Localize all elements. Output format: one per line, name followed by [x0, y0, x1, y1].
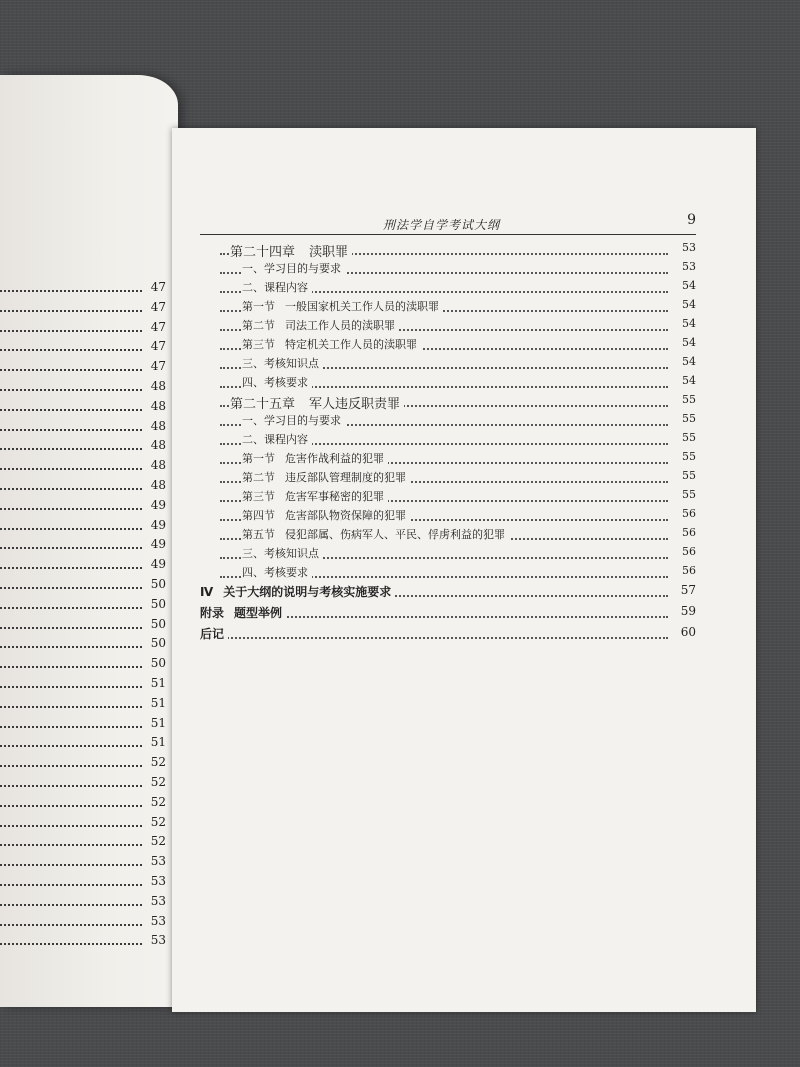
left-toc-page: 53: [150, 913, 166, 928]
left-toc-row: [0, 557, 170, 575]
toc-entry-number: 二、课程内容: [242, 281, 308, 294]
left-toc-row: [0, 874, 170, 892]
left-toc-page: 48: [150, 478, 166, 492]
left-toc-page: 50: [150, 616, 166, 631]
toc-row-section: [200, 487, 696, 506]
left-toc-row: [0, 716, 170, 734]
left-toc-page: 49: [150, 517, 166, 532]
leader-dots: [220, 616, 668, 618]
toc-row-section: [200, 335, 696, 354]
toc-entry-number: 一、学习目的与要求: [242, 262, 341, 275]
toc-row-item: [200, 259, 696, 278]
left-toc-page: 48: [150, 398, 166, 413]
toc-page-number: 57: [677, 583, 696, 597]
toc-entry-number: 四、考核要求: [242, 376, 308, 389]
left-toc-page: 48: [150, 379, 166, 393]
running-header: [200, 214, 696, 235]
toc-entry-title: [242, 279, 312, 295]
leader-dots: [0, 567, 142, 569]
leader-dots: [0, 884, 142, 886]
left-toc-page: 52: [150, 775, 166, 789]
left-toc-page: 52: [150, 834, 166, 849]
toc-entry-number: 一、学习目的与要求: [242, 414, 341, 427]
toc-page-number: 55: [678, 469, 696, 482]
toc-row-section: [200, 506, 696, 525]
toc-entry-title: [242, 412, 345, 428]
left-toc-page: 51: [150, 735, 166, 750]
toc-entry-title: [242, 317, 399, 333]
left-toc-row: [0, 656, 170, 674]
left-toc-page: 53: [150, 874, 166, 888]
left-toc-row: [0, 834, 170, 852]
left-toc-row: [0, 914, 170, 932]
leader-dots: [0, 726, 142, 728]
toc-row-part: [200, 603, 696, 624]
toc-page-number: 55: [678, 431, 696, 444]
left-toc-row: [0, 894, 170, 912]
toc-page-number: 55: [678, 412, 696, 425]
leader-dots: [0, 805, 142, 807]
leader-dots: [0, 448, 142, 450]
leader-dots: [0, 528, 142, 530]
toc-entry-number: 第二十五章: [230, 397, 296, 412]
toc-entry-title: [242, 507, 410, 523]
left-toc-row: [0, 438, 170, 456]
leader-dots: [0, 389, 142, 391]
leader-dots: [0, 290, 142, 292]
header-title: 刑法学自学考试大纲: [383, 218, 501, 232]
toc-entry-subtitle: 特定机关工作人员的渎职罪: [285, 338, 417, 351]
leader-dots: [0, 924, 142, 926]
left-toc-row: [0, 854, 170, 872]
toc-row-section: [200, 468, 696, 487]
left-toc-page: 50: [150, 596, 166, 611]
leader-dots: [0, 349, 142, 351]
left-toc-row: [0, 636, 170, 654]
left-toc-row: [0, 359, 170, 377]
left-toc-page: 49: [150, 537, 166, 552]
left-toc-page: 52: [150, 814, 166, 829]
left-toc-page: 50: [150, 656, 166, 671]
left-toc-page: 47: [150, 339, 166, 354]
left-toc-page: 48: [150, 458, 166, 473]
left-toc-row: [0, 320, 170, 338]
left-toc-row: [0, 795, 170, 813]
toc-entry-subtitle: 一般国家机关工作人员的渎职罪: [285, 300, 439, 313]
toc-entry-title: [200, 583, 395, 600]
toc-row-item: [200, 354, 696, 373]
left-toc-page: 53: [150, 893, 166, 908]
toc-row-item: [200, 373, 696, 392]
left-toc-page: 48: [150, 418, 166, 433]
toc-page-number: 56: [678, 545, 696, 558]
leader-dots: [0, 825, 142, 827]
left-toc-row: [0, 617, 170, 635]
toc-entry-title: [242, 298, 443, 314]
left-toc-row: [0, 577, 170, 595]
leader-dots: [0, 844, 142, 846]
left-toc-page: 53: [150, 933, 166, 948]
toc-row-section: [200, 297, 696, 316]
toc-page-number: 54: [678, 317, 696, 330]
toc-entry-subtitle: 危害部队物资保障的犯罪: [285, 509, 406, 522]
toc-entry-title: [242, 431, 312, 447]
left-toc-row: [0, 498, 170, 516]
left-toc-page: 53: [150, 854, 166, 869]
toc-entry-title: [242, 450, 388, 466]
leader-dots: [0, 409, 142, 411]
left-toc-page: 47: [150, 359, 166, 374]
toc-row-item: [200, 411, 696, 430]
leader-dots: [0, 468, 142, 470]
toc-entry-number: 三、考核知识点: [242, 547, 319, 560]
left-toc-row: [0, 478, 170, 496]
left-toc-page: 47: [150, 299, 166, 314]
left-toc-row: [0, 458, 170, 476]
left-toc-page: 50: [150, 636, 166, 651]
leader-dots: [0, 587, 142, 589]
toc-row-section: [200, 449, 696, 468]
table-of-contents: [200, 240, 696, 645]
toc-entry-number: 第二节: [242, 471, 275, 484]
leader-dots: [0, 706, 142, 708]
toc-entry-title: [242, 488, 388, 504]
left-toc-row: [0, 815, 170, 833]
toc-page-number: 56: [678, 507, 696, 520]
toc-row-chapter: [200, 392, 696, 411]
leader-dots: [0, 666, 142, 668]
left-toc-page: 47: [150, 280, 166, 294]
toc-page-number: 59: [677, 604, 696, 618]
toc-page-number: 60: [677, 625, 696, 639]
left-toc-page: 51: [150, 715, 166, 730]
toc-page-number: 56: [678, 526, 696, 539]
leader-dots: [0, 943, 142, 945]
toc-entry-title: [230, 241, 352, 260]
toc-entry-number: 二、课程内容: [242, 433, 308, 446]
toc-entry-title: [242, 355, 323, 371]
toc-page-number: 54: [678, 279, 696, 292]
left-toc-row: [0, 339, 170, 357]
leader-dots: [0, 330, 142, 332]
toc-entry-subtitle: 题型举例: [234, 606, 283, 620]
left-page: [0, 75, 178, 1007]
toc-entry-title: [242, 336, 421, 352]
toc-row-item: [200, 430, 696, 449]
toc-row-section: [200, 525, 696, 544]
leader-dots: [0, 508, 142, 510]
left-toc-row: [0, 696, 170, 714]
toc-entry-number: 第二十四章: [230, 245, 296, 260]
leader-dots: [0, 607, 142, 609]
toc-entry-number: Ⅳ: [200, 585, 214, 599]
toc-entry-number: 第一节: [242, 300, 275, 313]
leader-dots: [220, 637, 668, 639]
leader-dots: [0, 646, 142, 648]
leader-dots: [0, 785, 142, 787]
toc-entry-subtitle: 军人违反职责罪: [309, 397, 401, 412]
left-toc-page: 51: [150, 676, 166, 690]
toc-entry-title: [242, 469, 410, 485]
left-toc-row: [0, 735, 170, 753]
toc-entry-title: [230, 393, 404, 412]
leader-dots: [0, 369, 142, 371]
toc-entry-title: [242, 545, 323, 561]
toc-entry-number: 第四节: [242, 509, 275, 522]
header-page-number: 9: [687, 212, 696, 228]
toc-entry-subtitle: 司法工作人员的渎职罪: [285, 319, 395, 332]
toc-entry-subtitle: 渎职罪: [309, 245, 349, 260]
toc-page-number: 56: [678, 564, 696, 577]
left-toc-row: [0, 300, 170, 318]
toc-entry-title: [200, 625, 228, 642]
leader-dots: [0, 627, 142, 629]
left-toc-row: [0, 933, 170, 951]
left-toc-row: [0, 597, 170, 615]
leader-dots: [0, 547, 142, 549]
toc-entry-subtitle: 侵犯部属、伤病军人、平民、俘虏利益的犯罪: [285, 528, 505, 541]
leader-dots: [0, 429, 142, 431]
toc-entry-number: 第一节: [242, 452, 275, 465]
toc-page-number: 53: [678, 260, 696, 273]
toc-row-part: [200, 582, 696, 603]
left-toc-row: [0, 518, 170, 536]
left-toc-page: 49: [150, 557, 166, 572]
toc-entry-number: 第二节: [242, 319, 275, 332]
toc-entry-title: [242, 564, 312, 580]
left-toc-page: 50: [150, 577, 166, 591]
toc-page-number: 55: [678, 450, 696, 463]
leader-dots: [0, 864, 142, 866]
toc-entry-title: [242, 374, 312, 390]
toc-entry-number: 附录: [200, 606, 225, 620]
toc-row-section: [200, 316, 696, 335]
toc-row-chapter: [200, 240, 696, 259]
toc-entry-title: [242, 526, 509, 542]
leader-dots: [0, 488, 142, 490]
toc-row-part: [200, 624, 696, 645]
toc-page-number: 55: [678, 488, 696, 501]
toc-entry-number: 第五节: [242, 528, 275, 541]
toc-entry-number: 第三节: [242, 338, 275, 351]
left-toc-row: [0, 399, 170, 417]
toc-entry-subtitle: 危害作战利益的犯罪: [285, 452, 384, 465]
toc-row-item: [200, 278, 696, 297]
right-page: [172, 128, 756, 1012]
left-toc-row: [0, 419, 170, 437]
toc-row-item: [200, 544, 696, 563]
toc-page-number: 53: [678, 241, 696, 254]
toc-page-number: 54: [678, 298, 696, 311]
left-toc-row: [0, 280, 170, 298]
leader-dots: [0, 904, 142, 906]
leader-dots: [0, 765, 142, 767]
left-toc-row: [0, 379, 170, 397]
left-toc-page: 48: [150, 438, 166, 453]
left-toc-page: 52: [150, 794, 166, 809]
left-toc-page: 49: [150, 497, 166, 512]
toc-entry-number: 四、考核要求: [242, 566, 308, 579]
left-toc-page: 47: [150, 319, 166, 334]
toc-entry-title: [242, 260, 345, 276]
leader-dots: [0, 745, 142, 747]
toc-entry-number: 第三节: [242, 490, 275, 503]
left-toc-page: 51: [150, 695, 166, 710]
leader-dots: [0, 686, 142, 688]
left-toc-row: [0, 775, 170, 793]
toc-page-number: 55: [678, 393, 696, 406]
toc-entry-number: 三、考核知识点: [242, 357, 319, 370]
toc-entry-number: 后记: [200, 627, 225, 641]
left-toc-row: [0, 755, 170, 773]
toc-entry-title: [200, 604, 286, 621]
toc-page-number: 54: [678, 336, 696, 349]
toc-entry-subtitle: 危害军事秘密的犯罪: [285, 490, 384, 503]
left-toc-row: [0, 537, 170, 555]
left-toc-row: [0, 676, 170, 694]
left-toc-page: 52: [150, 755, 166, 770]
toc-page-number: 54: [678, 374, 696, 387]
toc-entry-subtitle: 违反部队管理制度的犯罪: [285, 471, 406, 484]
toc-page-number: 54: [678, 355, 696, 368]
toc-row-item: [200, 563, 696, 582]
leader-dots: [0, 310, 142, 312]
toc-entry-subtitle: 关于大纲的说明与考核实施要求: [223, 585, 392, 599]
